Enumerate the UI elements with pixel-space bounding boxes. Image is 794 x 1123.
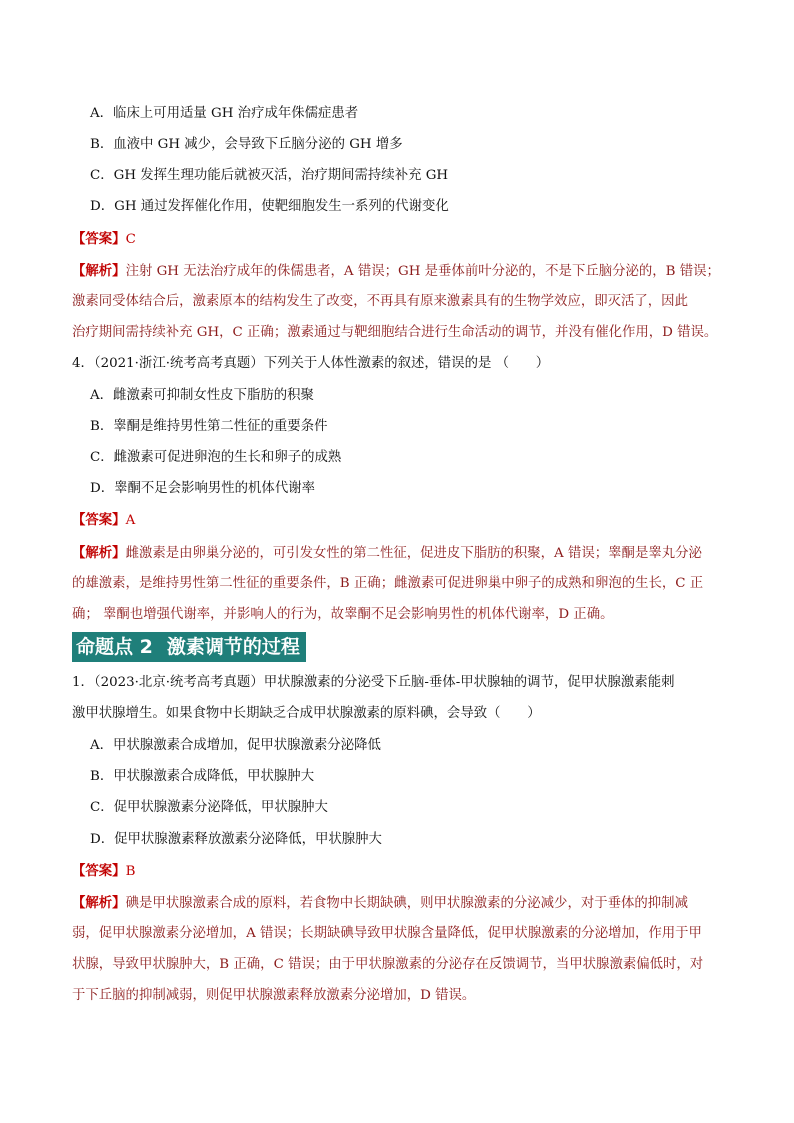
answer-value: A — [125, 513, 136, 528]
q3-answer — [72, 229, 136, 250]
s2q1-explanation-line-2: 弱，促甲状腺激素分泌增加，A 错误；长期缺碘导致甲状腺含量降低，促甲状腺激素的分泌增加，作用于甲 — [72, 926, 702, 941]
answer-value: C — [125, 232, 136, 247]
explanation-label: 【解析】 — [72, 545, 126, 561]
explanation-label: 【解析】 — [72, 263, 126, 279]
s2q1-explanation-line-3: 状腺，导致甲状腺肿大，B 正确，C 错误；由于甲状腺激素的分泌存在反馈调节，当甲状腺激素偏低时，对 — [72, 957, 704, 972]
s2q1-option-a: A．甲状腺激素合成增加，促甲状腺激素分泌降低 — [90, 738, 381, 753]
q4-option-c: C．雌激素可促进卵泡的生长和卵子的成熟 — [90, 450, 342, 465]
q4-explanation-line-3: 确； 睾酮也增强代谢率，并影响人的行为，故睾酮不足会影响男性的机体代谢率，D 正确。 — [72, 607, 614, 622]
q4-option-b: B．睾酮是维持男性第二性征的重要条件 — [90, 419, 328, 434]
q3-option-d: D．GH 通过发挥催化作用，使靶细胞发生一系列的代谢变化 — [90, 199, 449, 214]
section-title: 激素调节的过程 — [166, 636, 300, 658]
q3-option-c: C．GH 发挥生理功能后就被灭活，治疗期间需持续补充 GH — [90, 168, 449, 183]
explanation-text: 注射 GH 无法治疗成年的侏儒患者，A 错误；GH 是垂体前叶分泌的，不是下丘脑分泌的，B 错误； — [125, 264, 720, 279]
section-heading — [72, 632, 306, 662]
q3-explanation-line-1 — [72, 261, 720, 282]
q4-option-a: A．雌激素可抑制女性皮下脂肪的积聚 — [90, 388, 314, 403]
q3-explanation-line-2: 激素同受体结合后，激素原本的结构发生了改变，不再具有原来激素具有的生物学效应，即灭活了，因此 — [72, 294, 688, 309]
q4-answer — [72, 510, 135, 531]
s2q1-stem-line-2: 激甲状腺增生。如果食物中长期缺乏合成甲状腺激素的原料碘，会导致（ ） — [72, 706, 541, 721]
answer-label: 【答案】 — [72, 863, 126, 879]
q3-option-a: A．临床上可用适量 GH 治疗成年侏儒症患者 — [90, 106, 359, 121]
q4-stem: 4．（2021·浙江·统考高考真题）下列关于人体性激素的叙述，错误的是 （ ） — [72, 356, 550, 371]
s2q1-answer — [72, 861, 135, 882]
s2q1-stem-line-1: 1．（2023·北京·统考高考真题）甲状腺激素的分泌受下丘脑-垂体-甲状腺轴的调节，促甲状腺激素能刺 — [72, 675, 675, 690]
section-label: 命题点 2 — [76, 636, 153, 658]
q4-explanation-line-1 — [72, 543, 702, 564]
answer-value: B — [125, 864, 136, 879]
answer-label: 【答案】 — [72, 512, 126, 528]
s2q1-explanation-line-1 — [72, 893, 688, 914]
s2q1-explanation-line-4: 于下丘脑的抑制减弱，则促甲状腺激素释放激素分泌增加，D 错误。 — [72, 988, 476, 1003]
s2q1-option-c: C．促甲状腺激素分泌降低，甲状腺肿大 — [90, 800, 328, 815]
q3-explanation-line-3: 治疗期间需持续补充 GH，C 正确；激素通过与靶细胞结合进行生命活动的调节，并没有催化作用，D 错误。 — [72, 325, 718, 340]
q4-option-d: D．睾酮不足会影响男性的机体代谢率 — [90, 481, 315, 496]
s2q1-option-b: B．甲状腺激素合成降低，甲状腺肿大 — [90, 769, 315, 784]
explanation-text: 雌激素是由卵巢分泌的，可引发女性的第二性征，促进皮下脂肪的积聚，A 错误；睾酮是睾丸分泌 — [125, 546, 702, 561]
answer-label: 【答案】 — [72, 231, 126, 247]
explanation-label: 【解析】 — [72, 895, 126, 911]
q4-explanation-line-2: 的雄激素，是维持男性第二性征的重要条件，B 正确；雌激素可促进卵巢中卵子的成熟和卵泡的生长，C 正 — [72, 576, 704, 591]
q3-option-b: B．血液中 GH 减少，会导致下丘脑分泌的 GH 增多 — [90, 137, 403, 152]
s2q1-option-d: D．促甲状腺激素释放激素分泌降低，甲状腺肿大 — [90, 832, 382, 847]
explanation-text: 碘是甲状腺激素合成的原料，若食物中长期缺碘，则甲状腺激素的分泌减少，对于垂体的抑制减 — [125, 896, 688, 911]
